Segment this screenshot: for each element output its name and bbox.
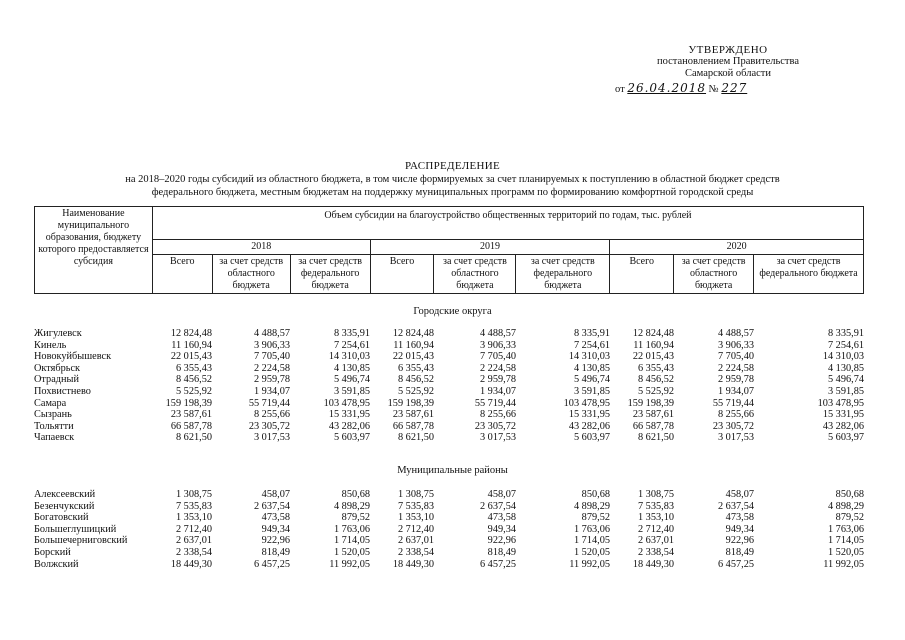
municipality-name: Самара [34, 397, 67, 409]
amount-cell: 1 520,05 [573, 546, 610, 558]
municipal-districts-table [34, 489, 864, 570]
amount-cell: 103 478,95 [817, 397, 864, 409]
amount-cell: 3 591,85 [333, 385, 370, 397]
amount-cell: 4 898,29 [573, 500, 610, 512]
approval-heading: УТВЕРЖДЕНО [688, 44, 768, 56]
amount-cell: 818,49 [487, 546, 516, 558]
amount-cell: 8 456,52 [175, 374, 212, 386]
header-year-2020: 2020 [610, 240, 864, 255]
amount-cell: 2 712,40 [637, 523, 674, 535]
municipality-name: Кинель [34, 339, 67, 351]
document-title [0, 160, 905, 199]
amount-cell: 1 934,07 [253, 385, 290, 397]
amount-cell: 3 017,53 [479, 432, 516, 444]
amount-cell: 8 335,91 [827, 328, 864, 339]
table-header [34, 206, 864, 294]
municipality-name: Большеглушицкий [34, 523, 117, 535]
amount-cell: 5 496,74 [573, 374, 610, 386]
amount-cell: 8 255,66 [253, 409, 290, 421]
amount-cell: 3 591,85 [573, 385, 610, 397]
amount-cell: 4 130,85 [333, 362, 370, 374]
amount-cell: 949,34 [487, 523, 516, 535]
amount-cell: 922,96 [725, 535, 754, 547]
amount-cell: 159 198,39 [387, 397, 434, 409]
municipality-name: Борский [34, 546, 71, 558]
table-row [34, 398, 864, 410]
amount-cell: 458,07 [487, 489, 516, 500]
amount-cell: 14 310,03 [328, 351, 370, 363]
amount-cell: 1 308,75 [637, 489, 674, 500]
approval-date: 26.04.2018 [627, 81, 707, 95]
header-year-2018: 2018 [152, 240, 370, 255]
amount-cell: 1 763,06 [333, 523, 370, 535]
section-title-city-districts: Городские округа [413, 306, 492, 317]
amount-cell: 11 992,05 [569, 558, 610, 570]
amount-cell: 103 478,95 [563, 397, 610, 409]
municipality-name: Похвистнево [34, 385, 91, 397]
header-total: Всего [152, 255, 212, 294]
amount-cell: 2 637,54 [253, 500, 290, 512]
municipality-name: Жигулевск [34, 328, 82, 339]
amount-cell: 5 525,92 [637, 385, 674, 397]
amount-cell: 1 353,10 [637, 512, 674, 524]
amount-cell: 22 015,43 [392, 351, 434, 363]
header-federal: за счет средств федерального бюджета [290, 255, 370, 294]
amount-cell: 6 355,43 [175, 362, 212, 374]
amount-cell: 66 587,78 [392, 420, 434, 432]
amount-cell: 7 254,61 [333, 339, 370, 351]
amount-cell: 3 017,53 [253, 432, 290, 444]
municipality-name: Отрадный [34, 374, 79, 386]
amount-cell: 7 705,40 [479, 351, 516, 363]
table-row [34, 351, 864, 363]
amount-cell: 2 637,54 [479, 500, 516, 512]
amount-cell: 8 456,52 [637, 374, 674, 386]
amount-cell: 11 992,05 [329, 558, 370, 570]
amount-cell: 8 335,91 [573, 328, 610, 339]
amount-cell: 5 603,97 [573, 432, 610, 444]
header-total: Всего [610, 255, 674, 294]
amount-cell: 3 017,53 [717, 432, 754, 444]
header-total: Всего [370, 255, 434, 294]
amount-cell: 8 621,50 [637, 432, 674, 444]
municipality-name: Богатовский [34, 512, 89, 524]
amount-cell: 15 331,95 [822, 409, 864, 421]
amount-cell: 43 282,06 [328, 420, 370, 432]
amount-cell: 4 130,85 [827, 362, 864, 374]
title-heading: РАСПРЕДЕЛЕНИЕ [405, 160, 500, 172]
amount-cell: 6 457,25 [717, 558, 754, 570]
amount-cell: 1 520,05 [827, 546, 864, 558]
amount-cell: 4 130,85 [573, 362, 610, 374]
amount-cell: 2 712,40 [397, 523, 434, 535]
amount-cell: 2 959,78 [253, 374, 290, 386]
table-row [34, 409, 864, 421]
amount-cell: 1 353,10 [397, 512, 434, 524]
table-row [34, 535, 864, 547]
section-title-municipal-districts: Муниципальные районы [397, 465, 508, 476]
approval-from-label: от [615, 84, 625, 95]
amount-cell: 473,58 [487, 512, 516, 524]
header-federal: за счет средств федерального бюджета [754, 255, 864, 294]
municipality-name: Алексеевский [34, 489, 96, 500]
amount-cell: 22 015,43 [632, 351, 674, 363]
amount-cell: 2 338,54 [175, 546, 212, 558]
amount-cell: 5 603,97 [333, 432, 370, 444]
amount-cell: 6 355,43 [397, 362, 434, 374]
amount-cell: 8 456,52 [397, 374, 434, 386]
header-volume: Объем субсидии на благоустройство общественных территорий по годам, тыс. рублей [152, 207, 863, 240]
amount-cell: 922,96 [487, 535, 516, 547]
amount-cell: 23 587,61 [392, 409, 434, 421]
table-row [34, 432, 864, 444]
amount-cell: 6 457,25 [479, 558, 516, 570]
amount-cell: 159 198,39 [165, 397, 212, 409]
amount-cell: 23 587,61 [170, 409, 212, 421]
amount-cell: 7 535,83 [637, 500, 674, 512]
municipality-name: Октябрьск [34, 362, 81, 374]
amount-cell: 7 535,83 [175, 500, 212, 512]
amount-cell: 3 906,33 [479, 339, 516, 351]
header-regional: за счет средств областного бюджета [674, 255, 754, 294]
amount-cell: 7 535,83 [397, 500, 434, 512]
table-row [34, 559, 864, 571]
approval-stamp [615, 44, 833, 96]
amount-cell: 14 310,03 [568, 351, 610, 363]
municipality-name: Тольятти [34, 420, 74, 432]
header-regional: за счет средств областного бюджета [212, 255, 290, 294]
amount-cell: 2 637,01 [175, 535, 212, 547]
amount-cell: 1 308,75 [397, 489, 434, 500]
table-row [34, 524, 864, 536]
amount-cell: 818,49 [725, 546, 754, 558]
amount-cell: 4 488,57 [253, 328, 290, 339]
amount-cell: 818,49 [261, 546, 290, 558]
amount-cell: 1 934,07 [479, 385, 516, 397]
amount-cell: 879,52 [581, 512, 610, 524]
amount-cell: 55 719,44 [474, 397, 516, 409]
amount-cell: 55 719,44 [712, 397, 754, 409]
amount-cell: 2 959,78 [717, 374, 754, 386]
amount-cell: 850,68 [581, 489, 610, 500]
amount-cell: 850,68 [835, 489, 864, 500]
amount-cell: 3 906,33 [717, 339, 754, 351]
amount-cell: 8 621,50 [175, 432, 212, 444]
amount-cell: 55 719,44 [248, 397, 290, 409]
amount-cell: 43 282,06 [822, 420, 864, 432]
amount-cell: 2 338,54 [397, 546, 434, 558]
amount-cell: 879,52 [341, 512, 370, 524]
amount-cell: 2 637,54 [717, 500, 754, 512]
amount-cell: 1 353,10 [175, 512, 212, 524]
municipality-name: Чапаевск [34, 432, 75, 444]
amount-cell: 1 934,07 [717, 385, 754, 397]
amount-cell: 2 712,40 [175, 523, 212, 535]
amount-cell: 6 355,43 [637, 362, 674, 374]
amount-cell: 6 457,25 [253, 558, 290, 570]
amount-cell: 7 705,40 [717, 351, 754, 363]
amount-cell: 23 305,72 [712, 420, 754, 432]
amount-cell: 11 160,94 [393, 339, 434, 351]
table-row [34, 374, 864, 386]
municipality-name: Новокуйбышевск [34, 351, 112, 363]
amount-cell: 5 525,92 [175, 385, 212, 397]
amount-cell: 23 587,61 [632, 409, 674, 421]
amount-cell: 66 587,78 [632, 420, 674, 432]
amount-cell: 2 224,58 [479, 362, 516, 374]
amount-cell: 7 705,40 [253, 351, 290, 363]
approval-number: 227 [721, 81, 748, 95]
header-name-column: Наименование муниципального образования, бюджету которого предоставляется субсидия [35, 207, 153, 294]
amount-cell: 2 637,01 [397, 535, 434, 547]
title-line-3: федерального бюджета, местным бюджетам на поддержку муниципальных программ по формированию комфортной городской среды [151, 187, 754, 198]
amount-cell: 18 449,30 [632, 558, 674, 570]
amount-cell: 12 824,48 [632, 328, 674, 339]
amount-cell: 66 587,78 [170, 420, 212, 432]
amount-cell: 8 621,50 [397, 432, 434, 444]
amount-cell: 7 254,61 [573, 339, 610, 351]
amount-cell: 8 335,91 [333, 328, 370, 339]
amount-cell: 2 338,54 [637, 546, 674, 558]
header-federal: за счет средств федерального бюджета [516, 255, 610, 294]
amount-cell: 3 906,33 [253, 339, 290, 351]
amount-cell: 159 198,39 [627, 397, 674, 409]
amount-cell: 22 015,43 [170, 351, 212, 363]
amount-cell: 1 763,06 [827, 523, 864, 535]
amount-cell: 4 898,29 [827, 500, 864, 512]
amount-cell: 1 308,75 [175, 489, 212, 500]
amount-cell: 458,07 [725, 489, 754, 500]
amount-cell: 3 591,85 [827, 385, 864, 397]
amount-cell: 8 255,66 [717, 409, 754, 421]
amount-cell: 4 898,29 [333, 500, 370, 512]
table-row [34, 547, 864, 559]
amount-cell: 2 224,58 [253, 362, 290, 374]
amount-cell: 15 331,95 [568, 409, 610, 421]
amount-cell: 11 992,05 [823, 558, 864, 570]
amount-cell: 473,58 [261, 512, 290, 524]
amount-cell: 1 714,05 [333, 535, 370, 547]
amount-cell: 43 282,06 [568, 420, 610, 432]
amount-cell: 14 310,03 [822, 351, 864, 363]
amount-cell: 5 496,74 [827, 374, 864, 386]
amount-cell: 103 478,95 [323, 397, 370, 409]
header-year-2019: 2019 [370, 240, 610, 255]
amount-cell: 5 496,74 [333, 374, 370, 386]
municipality-name: Волжский [34, 558, 79, 570]
amount-cell: 2 959,78 [479, 374, 516, 386]
table-row [34, 363, 864, 375]
amount-cell: 18 449,30 [170, 558, 212, 570]
amount-cell: 879,52 [835, 512, 864, 524]
header-regional: за счет средств областного бюджета [434, 255, 516, 294]
table-row [34, 501, 864, 513]
amount-cell: 12 824,48 [170, 328, 212, 339]
amount-cell: 1 714,05 [573, 535, 610, 547]
amount-cell: 473,58 [725, 512, 754, 524]
table-row [34, 328, 864, 340]
amount-cell: 4 488,57 [479, 328, 516, 339]
municipality-name: Большечерниговский [34, 535, 128, 547]
amount-cell: 11 160,94 [633, 339, 674, 351]
approval-line-1: постановлением Правительства [656, 56, 799, 67]
amount-cell: 1 520,05 [333, 546, 370, 558]
approval-number-label: № [708, 84, 719, 95]
amount-cell: 5 603,97 [827, 432, 864, 444]
amount-cell: 18 449,30 [392, 558, 434, 570]
amount-cell: 458,07 [261, 489, 290, 500]
city-districts-table [34, 328, 864, 444]
amount-cell: 4 488,57 [717, 328, 754, 339]
amount-cell: 23 305,72 [474, 420, 516, 432]
amount-cell: 922,96 [261, 535, 290, 547]
amount-cell: 2 637,01 [637, 535, 674, 547]
amount-cell: 949,34 [725, 523, 754, 535]
amount-cell: 1 714,05 [827, 535, 864, 547]
amount-cell: 7 254,61 [827, 339, 864, 351]
amount-cell: 1 763,06 [573, 523, 610, 535]
title-line-2: на 2018–2020 годы субсидий из областного бюджета, в том числе формируемых за счет планируемых к поступлению в областной бюджет средств [125, 174, 780, 185]
municipality-name: Сызрань [34, 409, 72, 421]
amount-cell: 23 305,72 [248, 420, 290, 432]
table-row [34, 340, 864, 352]
amount-cell: 11 160,94 [171, 339, 212, 351]
approval-date-line [615, 82, 825, 96]
table-row [34, 386, 864, 398]
amount-cell: 12 824,48 [392, 328, 434, 339]
municipality-name: Безенчукский [34, 500, 95, 512]
table-row [34, 421, 864, 433]
amount-cell: 15 331,95 [328, 409, 370, 421]
table-row [34, 489, 864, 501]
table-row [34, 512, 864, 524]
amount-cell: 5 525,92 [397, 385, 434, 397]
amount-cell: 2 224,58 [717, 362, 754, 374]
amount-cell: 850,68 [341, 489, 370, 500]
amount-cell: 949,34 [261, 523, 290, 535]
amount-cell: 8 255,66 [479, 409, 516, 421]
approval-line-2: Самарской области [685, 68, 771, 79]
